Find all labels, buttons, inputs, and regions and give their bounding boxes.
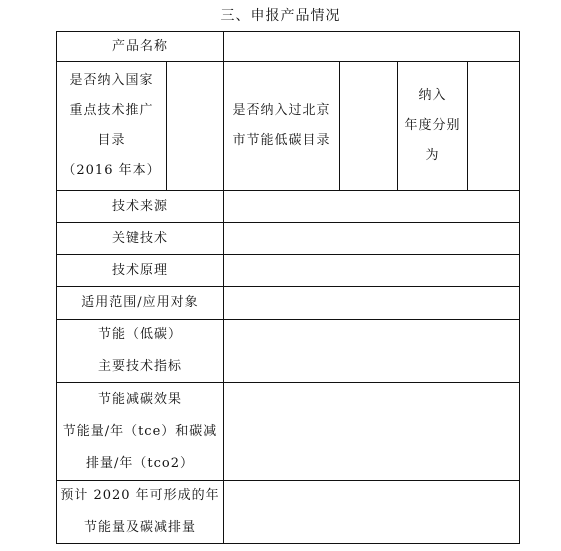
year-label-line-2: 年度分别 [404,118,461,133]
key-tech-label [56,222,224,255]
scope-label [56,286,224,320]
indicators-value[interactable] [223,319,520,383]
tech-source-label [56,190,224,223]
effect-line-1: 节能减碳效果 [97,391,182,407]
tech-principle-text: 技术原理 [111,262,168,278]
effect-value[interactable] [223,382,520,481]
year-value[interactable] [467,61,520,191]
national-catalog-line-4: （2016 年本） [62,163,161,178]
national-catalog-value[interactable] [166,61,224,191]
national-catalog-line-2: 重点技术推广 [69,103,154,118]
year-label [397,61,468,191]
scope-value[interactable] [223,286,520,320]
year-label-line-1: 纳入 [418,88,447,103]
forecast-line-2: 节能量及碳减排量 [83,520,196,535]
scope-text: 适用范围/应用对象 [81,295,199,310]
national-catalog-line-1: 是否纳入国家 [69,73,154,88]
indicators-line-1: 节能（低碳） [97,327,182,342]
forecast-line-1: 预计 2020 年可形成的年 [60,488,220,503]
year-label-line-3: 为 [425,148,440,163]
effect-label [56,382,224,481]
beijing-catalog-line-1: 是否纳入过北京 [232,103,331,118]
beijing-catalog-value[interactable] [339,61,398,191]
tech-principle-label [56,254,224,287]
tech-principle-value[interactable] [223,254,520,287]
effect-line-3: 排量/年（tco2） [86,455,194,471]
product-name-value[interactable] [223,31,520,62]
tech-source-text: 技术来源 [111,198,168,214]
national-catalog-label [56,61,167,191]
key-tech-text: 关键技术 [111,230,168,246]
tech-source-value[interactable] [223,190,520,223]
product-name-label [56,31,224,62]
national-catalog-line-3: 目录 [97,133,126,148]
indicators-label [56,319,224,383]
indicators-line-2: 主要技术指标 [97,359,182,374]
forecast-value[interactable] [223,480,520,544]
section-title: 三、申报产品情况 [220,8,341,24]
key-tech-value[interactable] [223,222,520,255]
beijing-catalog-label [223,61,340,191]
forecast-label [56,480,224,544]
product-name-text: 产品名称 [111,38,168,54]
effect-line-2: 节能量/年（tce）和碳减 [62,423,218,439]
beijing-catalog-line-2: 市节能低碳目录 [232,133,331,148]
